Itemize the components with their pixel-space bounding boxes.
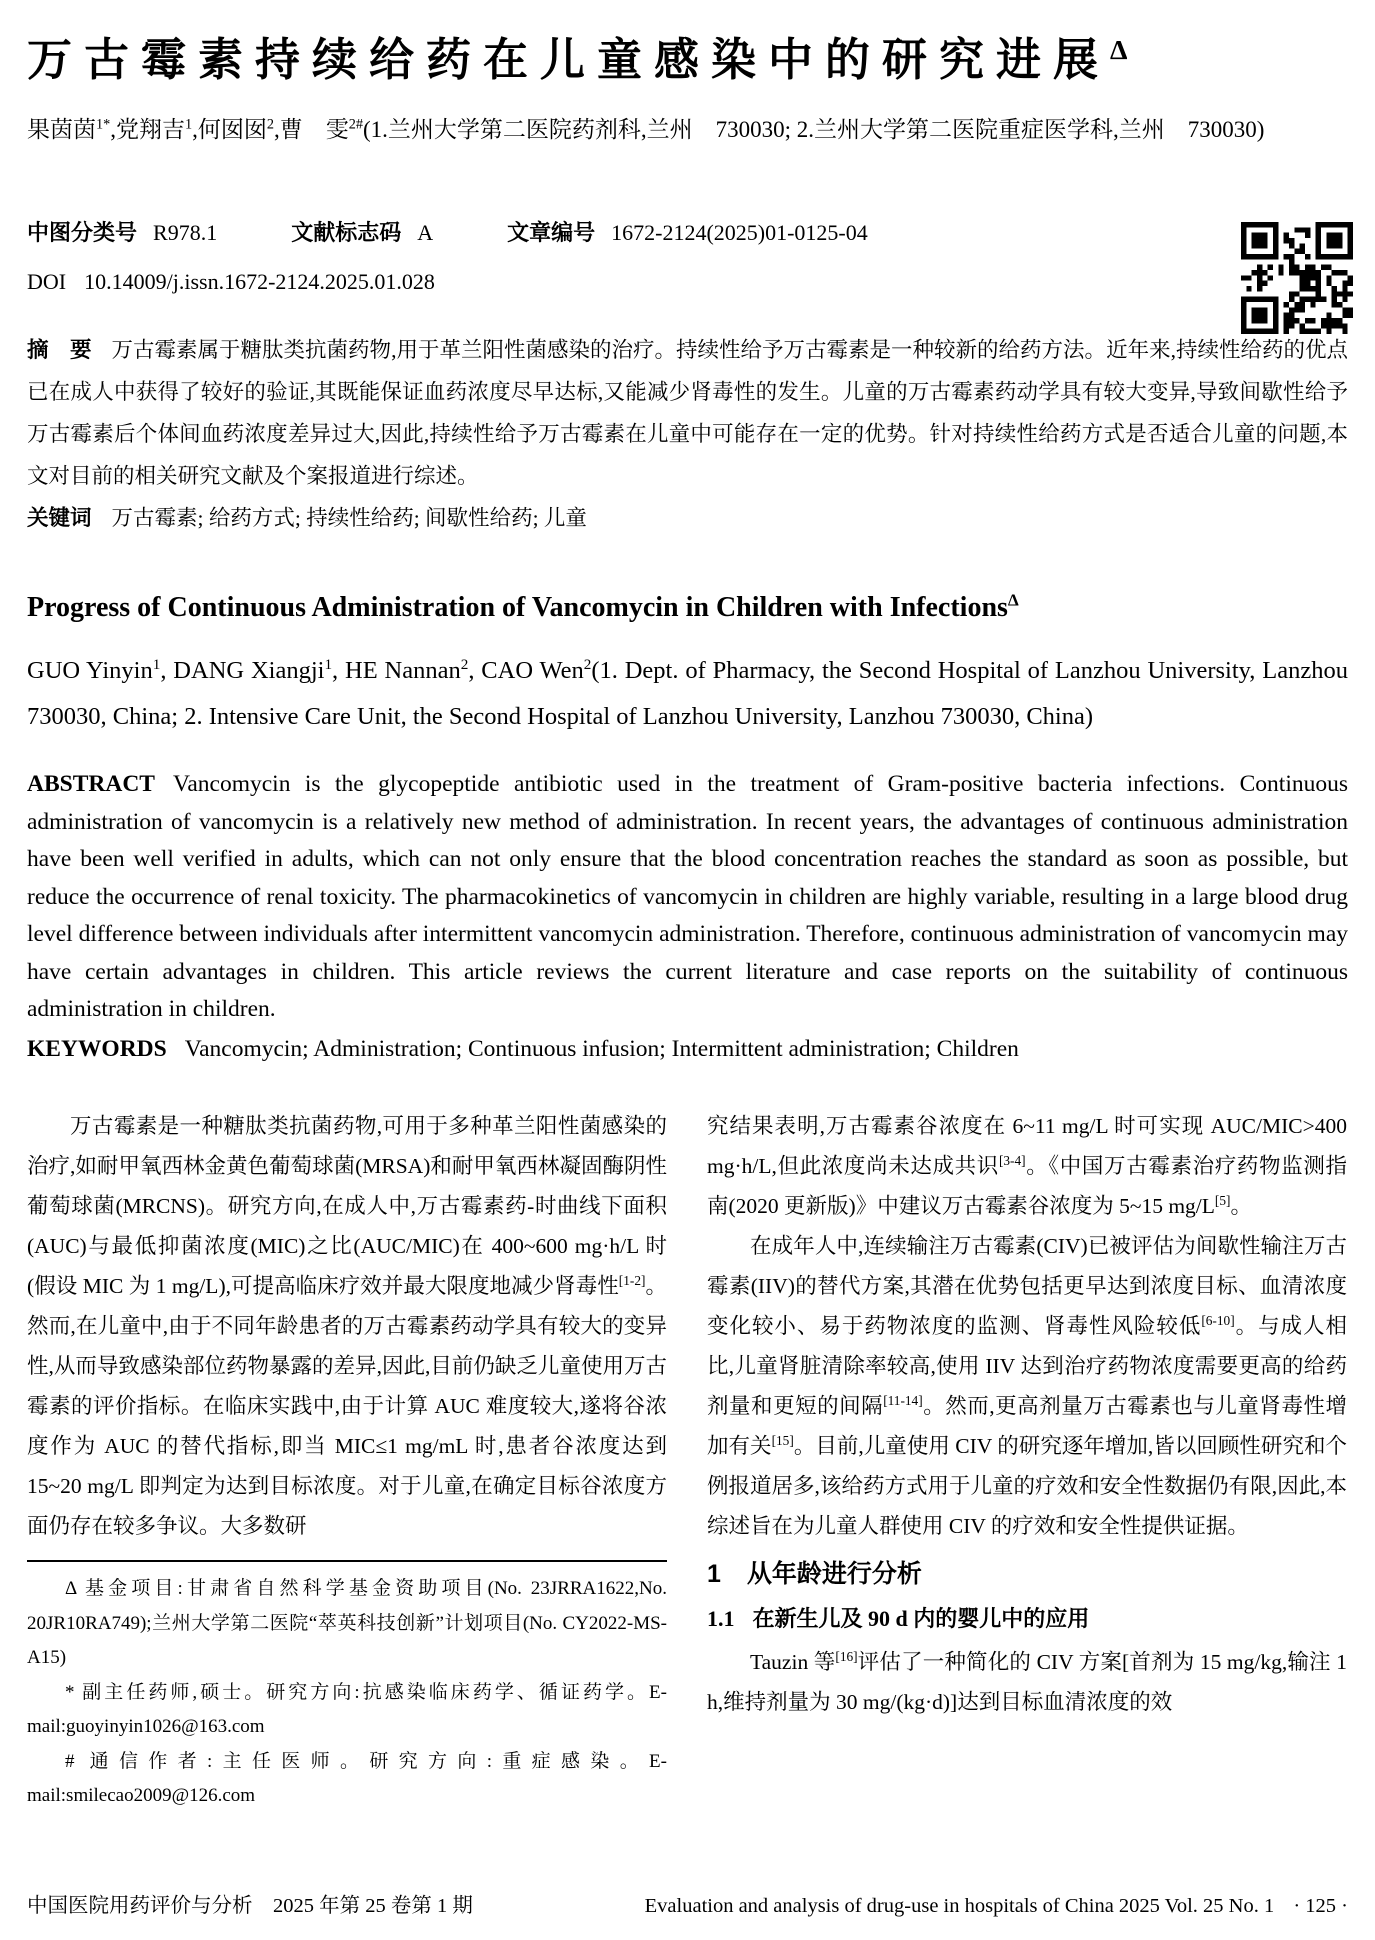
doi-row (27, 269, 1207, 295)
body-paragraph-right-1: 究结果表明,万古霉素谷浓度在 6~11 mg/L 时可实现 AUC/MIC>400 mg·h/L,但此浓度尚未达成共识[3-4]。《中国万古霉素治疗药物监测指南(2020 更新版)》中建议万古霉素谷浓度为 5~15 mg/L[5]。 (707, 1114, 1347, 1219)
keywords-cn (27, 497, 1348, 539)
doi-value: 10.14009/j.issn.1672-2124.2025.01.028 (84, 269, 435, 294)
abstract-en-label: ABSTRACT (27, 771, 155, 798)
meta-row (27, 216, 1207, 247)
document-code-label: 文献标志码 (291, 220, 402, 245)
keywords-en-text: Vancomycin; Administration; Continuous infusion; Intermittent administration; Children (184, 1035, 1019, 1062)
keywords-cn-label: 关键词 (27, 506, 92, 530)
abstract-cn-text: 万古霉素属于糖肽类抗菌药物,用于革兰阳性菌感染的治疗。持续性给予万古霉素是一种较新的给药方法。近年来,持续性给药的优点已在成人中获得了较好的验证,其既能保证血药浓度尽早达标,又能减少肾毒性的发生。儿童的万古霉素药动学具有较大变异,导致间歇性给予万古霉素后个体间血药浓度差异过大,因此,持续性给予万古霉素在儿童中可能存在一定的优势。针对持续性给药方式是否适合儿童的问题,本文对目前的相关研究文献及个案报道进行综述。 (27, 338, 1348, 488)
section-heading-1-1 (707, 1600, 1347, 1638)
abstract-en (27, 766, 1348, 1029)
footer-journal-en (645, 1895, 1348, 1918)
abstract-cn-label: 摘 要 (27, 338, 92, 362)
article-id-value: 1672-2124(2025)01-0125-04 (611, 220, 868, 245)
authors-affiliations-cn: 果茵茵$^{1*}$,党翔吉$^1$,何囡囡$^2$,曹 雯$^{2\#}$(1.兰州大学第二医院药剂科,兰州 730030; 2.兰州大学第二医院重症医学科,兰州 730030) (27, 116, 1265, 142)
body-paragraph-tauzin: Tauzin 等[16]评估了一种简化的 CIV 方案[首剂为 15 mg/kg,输注 1 h,维持剂量为 30 mg/(kg·d)]达到目标血清浓度的效 (707, 1649, 1347, 1715)
body-paragraph-right-2: 在成年人中,连续输注万古霉素(CIV)已被评估为间歇性输注万古霉素(IIV)的替代方案,其潜在优势包括更早达到浓度目标、血清浓度变化较小、易于药物浓度的监测、肾毒性风险较低[6-10]。与成人相比,儿童肾脏清除率较高,使用 IIV 达到治疗药物浓度需要更高的给药剂量和更短的间隔[11-14]。然而,更高剂量万古霉素也与儿童肾毒性增加有关[15]。目前,儿童使用 CIV 的研究逐年增加,皆以回顾性研究和个例报道居多,该给药方式用于儿童的疗效和安全性数据仍有限,因此,本综述旨在为儿童人群使用 CIV 的疗效和安全性提供证据。 (707, 1234, 1347, 1539)
footnote-divider (27, 1560, 667, 1562)
doi-label: DOI (27, 269, 67, 294)
article-id (507, 216, 868, 247)
clc-value: R978.1 (153, 220, 218, 245)
qr-code (1241, 222, 1353, 334)
article-title-cn: 万古霉素持续给药在儿童感染中的研究进展$^\Delta$ (27, 35, 1140, 85)
document-code (291, 216, 433, 247)
authors-affiliations-en: GUO Yinyin$^1$, DANG Xiangji$^1$, HE Nannan$^2$, CAO Wen$^2$(1. Dept. of Pharmacy, the Second Hospital of Lanzhou University, Lanzhou 730030, China; 2. Intensive Care Unit, the Second Hospital of Lanzhou University, Lanzhou 730030, China) (27, 656, 1348, 731)
footer-journal-en-text: Evaluation and analysis of drug-use in hospitals of China 2025 Vol. 25 No. 1 (644, 1895, 1275, 1917)
left-column (27, 1106, 667, 1814)
page-footer (27, 1888, 1348, 1918)
section-1-title: 从年龄进行分析 (746, 1560, 922, 1589)
abstract-en-text: Vancomycin is the glycopeptide antibiotic used in the treatment of Gram-positive bacteria infections. Continuous administration of vancomycin is a relatively new method of administration. In recent years, the advantages of continuous administration have been well verified in adults, which can not only ensure that the blood concentration reaches the standard as soon as possible, but reduce the occurrence of renal toxicity. The pharmacokinetics of vancomycin in children are highly variable, resulting in a large blood drug level difference between individuals after intermittent vancomycin administration. Therefore, continuous administration of vancomycin may have certain advantages in children. This article reviews the current literature and case reports on the suitability of continuous administration in children. (27, 771, 1348, 1023)
clc-label: 中图分类号 (27, 220, 138, 245)
abstract-cn (27, 329, 1348, 497)
section-heading-1 (707, 1554, 1347, 1594)
keywords-en (27, 1031, 1348, 1069)
right-column (707, 1106, 1347, 1814)
article-id-label: 文章编号 (507, 220, 596, 245)
body-columns (27, 1106, 1348, 1814)
footnote-first-author: * 副主任药师,硕士。研究方向:抗感染临床药学、循证药学。E-mail:guoyinyin1026@163.com (27, 1681, 667, 1738)
clc-number (27, 216, 217, 247)
footnote-fund: Δ 基金项目:甘肃省自然科学基金资助项目(No. 23JRRA1622,No. 20JR10RA749);兰州大学第二医院“萃英科技创新”计划项目(No. CY2022-MS-A15) (27, 1578, 667, 1669)
footer-journal-cn: 中国医院用药评价与分析 2025 年第 25 卷第 1 期 (27, 1895, 473, 1917)
section-1-1-number: 1.1 (707, 1606, 735, 1632)
footnote-corresponding-author: # 通信作者:主任医师。研究方向:重症感染。E-mail:smilecao2009@126.com (27, 1750, 667, 1807)
document-code-value: A (417, 220, 434, 245)
body-paragraph-left: 万古霉素是一种糖肽类抗菌药物,可用于多种革兰阳性菌感染的治疗,如耐甲氧西林金黄色葡萄球菌(MRSA)和耐甲氧西林凝固酶阴性葡萄球菌(MRCNS)。研究方向,在成人中,万古霉素药-时曲线下面积(AUC)与最低抑菌浓度(MIC)之比(AUC/MIC)在 400~600 mg·h/L 时(假设 MIC 为 1 mg/L),可提高临床疗效并最大限度地减少肾毒性[1-2]。然而,在儿童中,由于不同年龄患者的万古霉素药动学具有较大的变异性,从而导致感染部位药物暴露的差异,因此,目前仍缺乏儿童使用万古霉素的评价指标。在临床实践中,由于计算 AUC 难度较大,遂将谷浓度作为 AUC 的替代指标,即当 MIC≤1 mg/mL 时,患者谷浓度达到 15~20 mg/L 即判定为达到目标浓度。对于儿童,在确定目标谷浓度方面仍存在较多争议。大多数研 (27, 1114, 667, 1539)
keywords-en-label: KEYWORDS (27, 1035, 167, 1062)
keywords-cn-text: 万古霉素; 给药方式; 持续性给药; 间歇性给药; 儿童 (111, 506, 587, 530)
section-1-1-title: 在新生儿及 90 d 内的婴儿中的应用 (752, 1606, 1090, 1632)
footer-page-number: · 125 · (1293, 1895, 1348, 1917)
article-title-en: Progress of Continuous Administration of Vancomycin in Children with Infections$^\Delta$ (27, 590, 1019, 623)
section-1-number: 1 (707, 1560, 721, 1589)
